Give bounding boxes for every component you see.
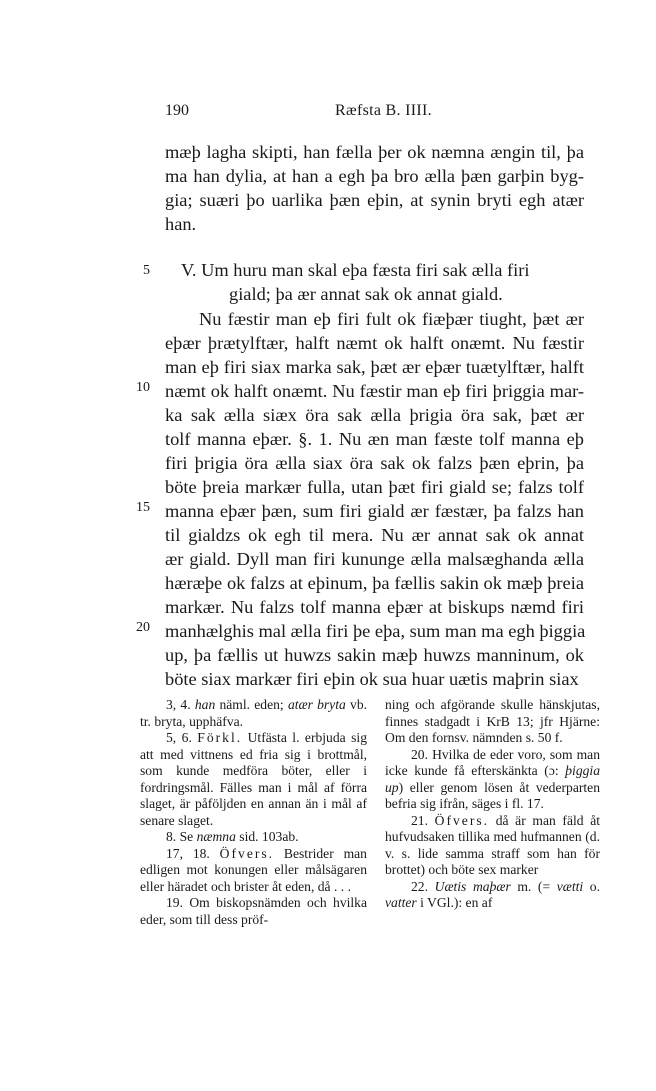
text-line: ma han dylia, at han a egh þa bro ælla þæn garþin byg- [165,166,584,186]
text-line: böte siax markær firi eþin ok sua huar uætis maþrin siax [165,669,579,689]
text-line: man eþ firi siax marka sak, þæt ær eþær tuætylftær, halft [165,357,584,377]
line-number: 5 [143,263,150,278]
page-number: 190 [165,102,189,119]
footnote: 21. Öfvers. då är man fäld åt hufvudsaken tillika med hufmannen (d. v. s. lide samma straff som han för brottet) och böte sex marker [385,812,601,877]
footnote: 8. Se næmna sid. 103ab. [166,829,299,844]
text-line: eþær þrætylftær, halft næmt ok halft onæmt. Nu fæstir [165,333,584,353]
text-line: up, þa fællis ut huwzs sakin mæþ huwzs manninum, ok [165,645,584,665]
text-line: manhælghis mal ælla firi þe eþa, sum man ma egh þiggia [165,621,586,641]
line-number: 20 [136,620,150,635]
text-line: han. [165,214,197,234]
text-line: ka sak ælla siæx öra sak ælla þrigia öra sak, þæt ær [165,405,584,425]
footnote: 17, 18. Öfvers. Bestrider man edligen mot konungen eller målsägaren eller häradet och brister åt eden, då . . . [140,845,367,894]
footnote: ning och afgörande skulle hänskjutas, finnes stadgadt i KrB 13; jfr Hjärne: Om den fornsv. nämnden s. 50 f. [385,697,600,745]
footnotes-right [385,697,600,912]
line-number: 10 [136,380,150,395]
text-line: firi þrigia öra ælla siax öra sak ok falzs þæn eþrin, þa [165,453,584,473]
footnote: 20. Hvilka de eder voro, som man icke kunde få efterskänkta (ɔ: þiggia up) eller genom lösen åt vederparten befria sig ifrån, säges i fl. 17. [385,746,600,811]
text-line: næmt ok halft onæmt. Nu fæstir man eþ firi þriggia mar- [165,381,584,401]
section-heading: V. Um huru man skal eþa fæsta firi sak ælla firi [181,260,530,280]
text-line: til gialdzs ok egh til mera. Nu ær annat sak ok annat [165,525,584,545]
text-line: hæræþe ok falzs at eþinum, þa fællis sakin ok mæþ þreia [165,573,584,593]
text-line: tolf manna eþær. §. 1. Nu æn man fæste tolf manna eþ [165,429,584,449]
text-line: gia; suæri þo uarlika þæn eþin, at synin bryti egh atær [165,190,584,210]
footnote: 5, 6. Förkl. Utfästa l. erbjuda sig att med vittnens ed fria sig i brottmål, som kunde medföra böter, eller i fordringsmål. Fälles man i mål af förra slaget, är påföljden en annan än i mål af senare slaget. [140,730,367,828]
footnotes-left [140,697,367,928]
footnote: 3, 4. han näml. eden; atær bryta vb. tr. bryta, upphäfva. [140,697,368,729]
running-title: Ræfsta B. IIII. [335,102,432,119]
line-number: 15 [136,500,150,515]
text-line: Nu fæstir man eþ firi fult ok fiæþær tiught, þæt ær [199,309,584,329]
footnote: 19. Om biskopsnämden och hvilka eder, som till dess pröf- [140,895,367,927]
text-line: markær. Nu falzs tolf manna eþær at biskups næmd firi [165,597,584,617]
text-line: manna eþær þæn, sum firi giald ær fæstær, þa falzs han [165,501,584,521]
text-line: böte þreia markær fulla, utan þæt firi giald se; falzs tolf [165,477,584,497]
text-line: ær giald. Dyll man firi kununge ælla malsæghanda ælla [165,549,584,569]
text-line: mæþ lagha skipti, han fælla þer ok næmna ængin til, þa [165,142,584,162]
section-heading-cont: giald; þa ær annat sak ok annat giald. [229,284,503,304]
footnote: 22. Uætis maþær m. (= vætti o. vatter i VGl.): en af [385,878,600,910]
page-header [165,102,581,124]
